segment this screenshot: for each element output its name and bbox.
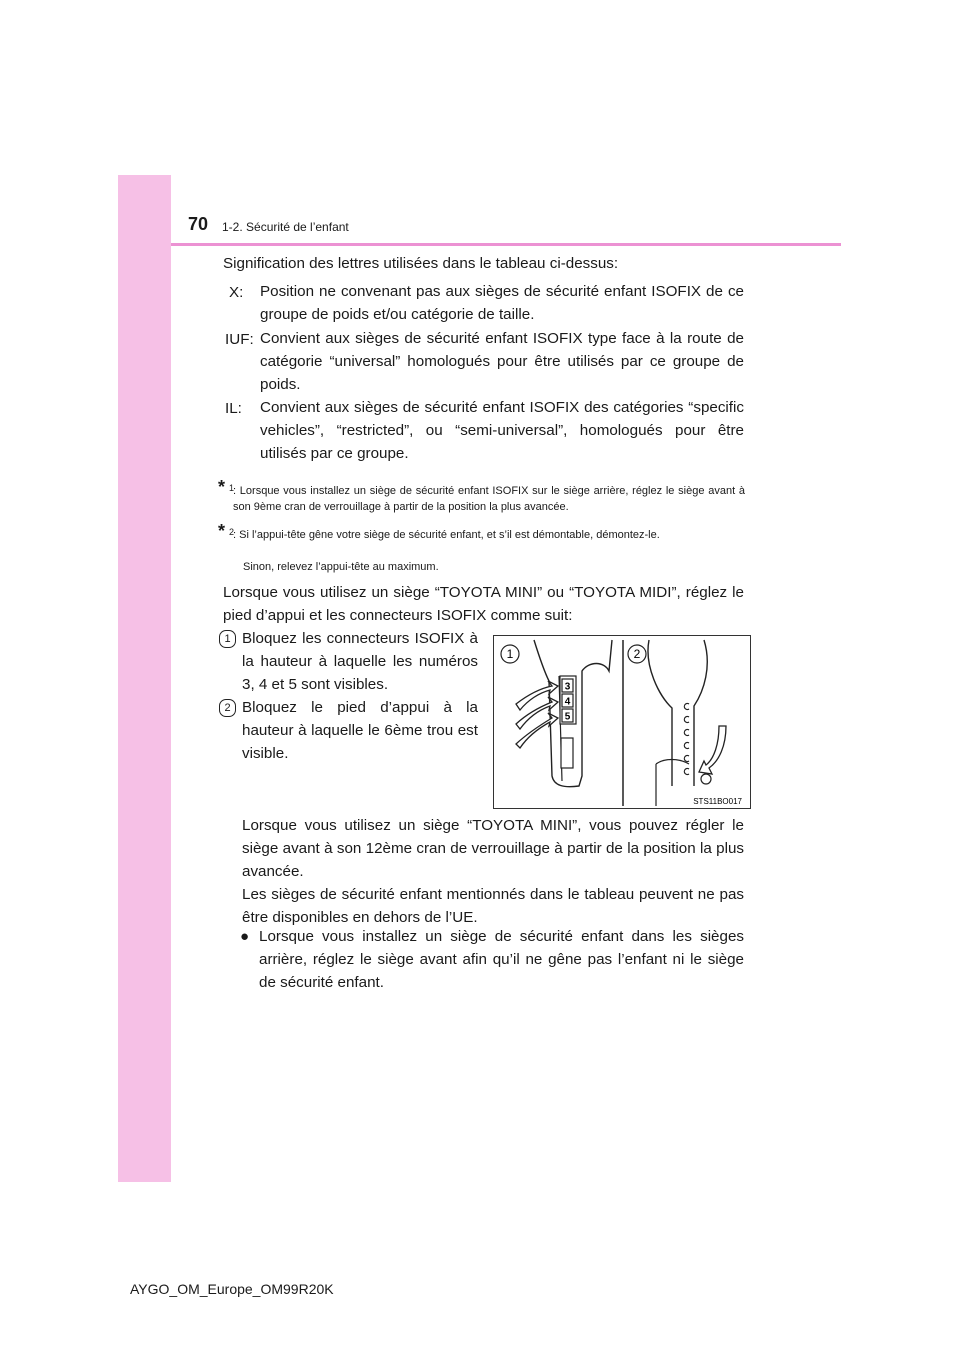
isofix-figure [493,635,751,809]
step-1-number: 1 [219,630,236,648]
legend-text-iuf: Convient aux sièges de sécurité enfant ISOFIX type face à la route de catégorie “universal” homologués pour être utilisés par ce groupe de poids. [260,330,744,393]
legend-code-il: IL: [225,400,242,417]
arrow-icons [516,681,558,748]
figure-code: STS11BO017 [693,797,742,806]
footnote-2-text: : Si l’appui-tête gêne votre siège de sécurité enfant, et s’il est démontable, démontez-le. [233,529,660,541]
toyota-intro: Lorsque vous utilisez un siège “TOYOTA MINI” ou “TOYOTA MIDI”, réglez le pied d’appui et les connecteurs ISOFIX comme suit: [223,584,744,624]
footnote-1-text: : Lorsque vous installez un siège de sécurité enfant ISOFIX sur le siège arrière, réglez le siège avant à son 9ème cran de verrouillage à partir de la position la plus avancée. [233,485,745,513]
connector-number-3: 3 [564,681,571,693]
footnote-1-index: 1 [229,483,235,493]
connector-number-4: 4 [564,696,571,708]
footer-doc-id: AYGO_OM_Europe_OM99R20K [130,1281,334,1297]
legend-code-x: X: [229,284,244,301]
step-1-text: Bloquez les connecteurs ISOFIX à la hauteur à laquelle les numéros 3, 4 et 5 sont visibles. [242,630,478,693]
callout-1: 1 [506,647,514,661]
legend-intro: Signification des lettres utilisées dans le tableau ci-dessus: [223,255,619,272]
section-title: 1-2. Sécurité de l’enfant [222,220,349,234]
legend-text-il: Convient aux sièges de sécurité enfant ISOFIX des catégories “specific vehicles”, “restricted”, ou “semi-universal”, homologués pour être utilisés par ce groupe. [260,399,744,462]
footnote-1-star: * [218,477,226,497]
curved-arrow-icon [699,726,726,774]
page-number: 70 [188,214,209,234]
isofix-illustration [494,636,750,808]
callout-2: 2 [633,647,641,661]
step-2-text: Bloquez le pied d’appui à la hauteur à laquelle le 6ème trou est visible. [242,699,478,762]
legend-text-x: Position ne convenant pas aux sièges de sécurité enfant ISOFIX de ce groupe de poids et/ou catégorie de taille. [260,283,744,323]
footnote-2-star: * [218,521,226,541]
section-tab [118,175,171,1182]
footnote-2-index: 2 [229,527,235,537]
paragraph-toyota-mini: Lorsque vous utilisez un siège “TOYOTA MINI”, vous pouvez régler le siège avant à son 12ème cran de verrouillage à partir de la position la plus avancée. [242,817,744,880]
footnote-2-text-2: Sinon, relevez l’appui-tête au maximum. [243,561,439,573]
bullet-icon: ● [240,928,250,945]
connector-number-5: 5 [564,711,571,723]
header-rule [171,243,841,246]
bullet-text: Lorsque vous installez un siège de sécurité enfant dans les sièges arrière, réglez le siège avant afin qu’il ne gêne pas l’enfant ni le siège de sécurité enfant. [259,928,744,991]
legend-code-iuf: IUF: [225,331,254,348]
step-2-number: 2 [219,699,236,717]
paragraph-availability: Les sièges de sécurité enfant mentionnés dans le tableau peuvent ne pas être disponibles en dehors de l’UE. [242,886,744,926]
